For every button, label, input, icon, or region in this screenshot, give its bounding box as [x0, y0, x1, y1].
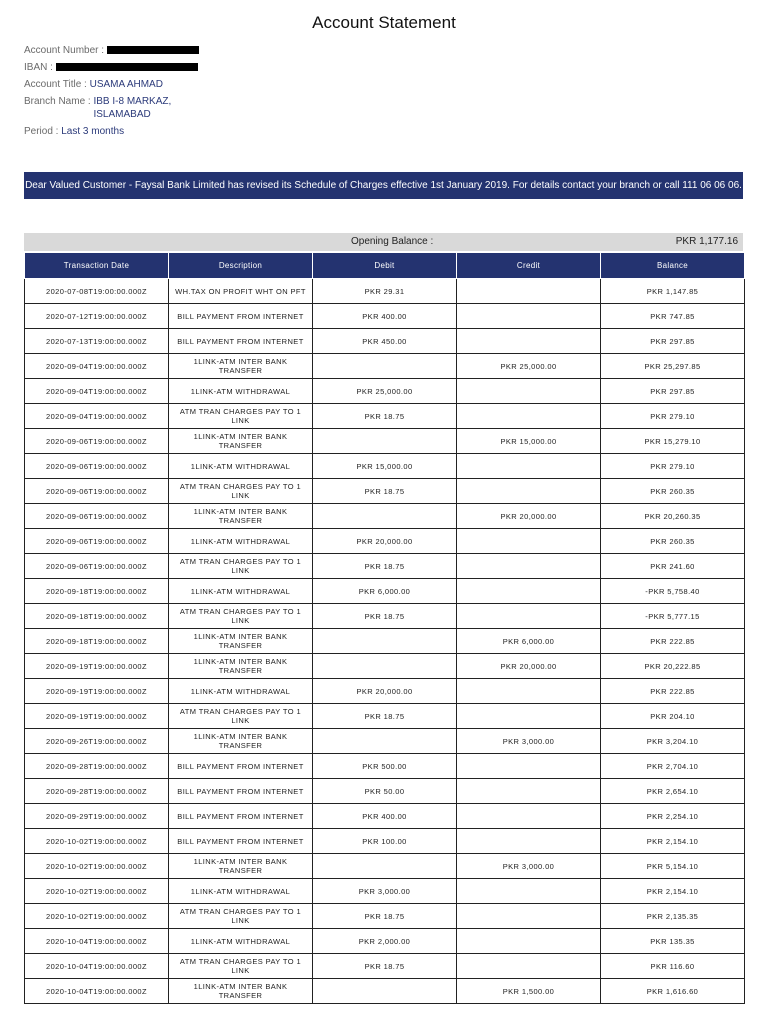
cell-transaction-date: 2020-09-26T19:00:00.000Z [25, 729, 169, 754]
cell-debit: PKR 6,000.00 [313, 579, 457, 604]
cell-description: ATM TRAN CHARGES PAY TO 1 LINK [169, 604, 313, 629]
cell-balance: PKR 2,154.10 [601, 879, 745, 904]
cell-debit [313, 504, 457, 529]
cell-debit: PKR 450.00 [313, 329, 457, 354]
cell-transaction-date: 2020-09-19T19:00:00.000Z [25, 654, 169, 679]
cell-credit [457, 704, 601, 729]
table-row [25, 729, 745, 754]
period-value: Last 3 months [61, 126, 125, 137]
opening-balance-value: PKR 1,177.16 [675, 236, 738, 247]
table-row [25, 754, 745, 779]
cell-credit: PKR 3,000.00 [457, 729, 601, 754]
cell-description: BILL PAYMENT FROM INTERNET [169, 779, 313, 804]
cell-credit: PKR 25,000.00 [457, 354, 601, 379]
iban-label: IBAN : [24, 62, 53, 73]
cell-debit: PKR 400.00 [313, 304, 457, 329]
cell-balance: PKR 116.60 [601, 954, 745, 979]
period-row [24, 125, 213, 138]
table-row [25, 304, 745, 329]
cell-debit: PKR 18.75 [313, 479, 457, 504]
table-row [25, 479, 745, 504]
cell-transaction-date: 2020-09-06T19:00:00.000Z [25, 504, 169, 529]
table-row [25, 529, 745, 554]
cell-credit [457, 804, 601, 829]
cell-credit [457, 279, 601, 304]
account-title-value: USAMA AHMAD [89, 79, 163, 90]
branch-row [24, 95, 213, 121]
cell-description: 1LINK-ATM INTER BANK TRANSFER [169, 504, 313, 529]
cell-debit [313, 429, 457, 454]
table-row [25, 829, 745, 854]
cell-credit: PKR 20,000.00 [457, 504, 601, 529]
cell-description: 1LINK-ATM INTER BANK TRANSFER [169, 979, 313, 1004]
table-header-row [25, 253, 745, 279]
cell-balance: PKR 20,260.35 [601, 504, 745, 529]
cell-debit [313, 854, 457, 879]
table-row [25, 504, 745, 529]
header-description: Description [169, 253, 313, 279]
cell-debit: PKR 15,000.00 [313, 454, 457, 479]
cell-description: 1LINK-ATM INTER BANK TRANSFER [169, 629, 313, 654]
transactions-table [24, 252, 745, 1004]
cell-debit [313, 629, 457, 654]
cell-balance: PKR 3,204.10 [601, 729, 745, 754]
cell-transaction-date: 2020-07-12T19:00:00.000Z [25, 304, 169, 329]
cell-transaction-date: 2020-10-04T19:00:00.000Z [25, 954, 169, 979]
cell-credit [457, 954, 601, 979]
cell-debit: PKR 20,000.00 [313, 529, 457, 554]
cell-transaction-date: 2020-09-28T19:00:00.000Z [25, 754, 169, 779]
cell-balance: PKR 5,154.10 [601, 854, 745, 879]
cell-description: ATM TRAN CHARGES PAY TO 1 LINK [169, 954, 313, 979]
cell-transaction-date: 2020-09-18T19:00:00.000Z [25, 579, 169, 604]
account-info [24, 44, 213, 142]
account-number-label: Account Number : [24, 45, 105, 56]
table-row [25, 954, 745, 979]
cell-balance: PKR 297.85 [601, 379, 745, 404]
cell-transaction-date: 2020-10-04T19:00:00.000Z [25, 929, 169, 954]
cell-debit: PKR 20,000.00 [313, 679, 457, 704]
table-row [25, 579, 745, 604]
branch-label: Branch Name : [24, 96, 91, 107]
cell-credit: PKR 3,000.00 [457, 854, 601, 879]
header-credit: Credit [457, 253, 601, 279]
cell-credit [457, 679, 601, 704]
cell-credit [457, 479, 601, 504]
cell-balance: PKR 25,297.85 [601, 354, 745, 379]
cell-transaction-date: 2020-09-19T19:00:00.000Z [25, 679, 169, 704]
cell-description: 1LINK-ATM INTER BANK TRANSFER [169, 429, 313, 454]
header-balance: Balance [601, 253, 745, 279]
cell-balance: PKR 297.85 [601, 329, 745, 354]
cell-credit [457, 554, 601, 579]
table-row [25, 779, 745, 804]
account-number-row [24, 44, 213, 57]
cell-description: 1LINK-ATM WITHDRAWAL [169, 679, 313, 704]
opening-balance-bar [24, 233, 743, 251]
cell-balance: PKR 135.35 [601, 929, 745, 954]
cell-description: BILL PAYMENT FROM INTERNET [169, 754, 313, 779]
cell-transaction-date: 2020-10-04T19:00:00.000Z [25, 979, 169, 1004]
cell-description: ATM TRAN CHARGES PAY TO 1 LINK [169, 704, 313, 729]
header-debit: Debit [313, 253, 457, 279]
cell-transaction-date: 2020-10-02T19:00:00.000Z [25, 879, 169, 904]
cell-balance: PKR 747.85 [601, 304, 745, 329]
cell-description: WH.TAX ON PROFIT WHT ON PFT [169, 279, 313, 304]
cell-description: 1LINK-ATM INTER BANK TRANSFER [169, 729, 313, 754]
cell-balance: PKR 2,135.35 [601, 904, 745, 929]
cell-debit [313, 654, 457, 679]
account-title-label: Account Title : [24, 79, 87, 90]
cell-debit: PKR 25,000.00 [313, 379, 457, 404]
cell-transaction-date: 2020-09-04T19:00:00.000Z [25, 379, 169, 404]
table-row [25, 554, 745, 579]
cell-balance: PKR 2,154.10 [601, 829, 745, 854]
cell-balance: PKR 260.35 [601, 479, 745, 504]
cell-debit [313, 354, 457, 379]
cell-credit [457, 779, 601, 804]
iban-redaction [56, 63, 198, 71]
table-row [25, 604, 745, 629]
iban-row [24, 61, 213, 74]
cell-transaction-date: 2020-09-06T19:00:00.000Z [25, 529, 169, 554]
cell-credit [457, 579, 601, 604]
cell-credit [457, 604, 601, 629]
cell-debit: PKR 500.00 [313, 754, 457, 779]
cell-description: 1LINK-ATM WITHDRAWAL [169, 379, 313, 404]
cell-transaction-date: 2020-09-28T19:00:00.000Z [25, 779, 169, 804]
cell-debit: PKR 100.00 [313, 829, 457, 854]
cell-balance: PKR 260.35 [601, 529, 745, 554]
cell-credit [457, 304, 601, 329]
cell-debit [313, 979, 457, 1004]
table-row [25, 354, 745, 379]
cell-balance: PKR 279.10 [601, 454, 745, 479]
cell-balance: PKR 222.85 [601, 629, 745, 654]
table-row [25, 279, 745, 304]
table-row [25, 629, 745, 654]
cell-balance: -PKR 5,777.15 [601, 604, 745, 629]
table-row [25, 654, 745, 679]
cell-credit [457, 404, 601, 429]
cell-balance: PKR 20,222.85 [601, 654, 745, 679]
cell-description: 1LINK-ATM WITHDRAWAL [169, 529, 313, 554]
cell-transaction-date: 2020-09-06T19:00:00.000Z [25, 429, 169, 454]
cell-balance: PKR 1,616.60 [601, 979, 745, 1004]
cell-description: 1LINK-ATM WITHDRAWAL [169, 929, 313, 954]
transactions-body [25, 279, 745, 1004]
cell-debit: PKR 3,000.00 [313, 879, 457, 904]
cell-description: 1LINK-ATM WITHDRAWAL [169, 579, 313, 604]
cell-debit: PKR 18.75 [313, 404, 457, 429]
cell-description: 1LINK-ATM INTER BANK TRANSFER [169, 354, 313, 379]
table-row [25, 329, 745, 354]
cell-description: BILL PAYMENT FROM INTERNET [169, 329, 313, 354]
cell-transaction-date: 2020-10-02T19:00:00.000Z [25, 904, 169, 929]
cell-debit: PKR 2,000.00 [313, 929, 457, 954]
cell-description: 1LINK-ATM WITHDRAWAL [169, 454, 313, 479]
branch-value: IBB I-8 MARKAZ, ISLAMABAD [93, 96, 172, 120]
cell-debit: PKR 18.75 [313, 604, 457, 629]
cell-description: 1LINK-ATM INTER BANK TRANSFER [169, 854, 313, 879]
cell-balance: PKR 241.60 [601, 554, 745, 579]
cell-debit: PKR 18.75 [313, 704, 457, 729]
cell-transaction-date: 2020-09-04T19:00:00.000Z [25, 354, 169, 379]
cell-debit: PKR 18.75 [313, 904, 457, 929]
cell-transaction-date: 2020-07-13T19:00:00.000Z [25, 329, 169, 354]
table-row [25, 404, 745, 429]
table-row [25, 804, 745, 829]
cell-debit [313, 729, 457, 754]
header-transaction-date: Transaction Date [25, 253, 169, 279]
cell-balance: PKR 279.10 [601, 404, 745, 429]
cell-balance: PKR 2,654.10 [601, 779, 745, 804]
cell-balance: PKR 222.85 [601, 679, 745, 704]
cell-description: ATM TRAN CHARGES PAY TO 1 LINK [169, 554, 313, 579]
cell-description: BILL PAYMENT FROM INTERNET [169, 829, 313, 854]
cell-transaction-date: 2020-09-06T19:00:00.000Z [25, 479, 169, 504]
page-title: Account Statement [312, 13, 456, 32]
cell-credit [457, 904, 601, 929]
cell-transaction-date: 2020-09-29T19:00:00.000Z [25, 804, 169, 829]
cell-description: ATM TRAN CHARGES PAY TO 1 LINK [169, 904, 313, 929]
table-row [25, 929, 745, 954]
cell-balance: PKR 1,147.85 [601, 279, 745, 304]
cell-credit: PKR 20,000.00 [457, 654, 601, 679]
cell-description: ATM TRAN CHARGES PAY TO 1 LINK [169, 479, 313, 504]
table-row [25, 454, 745, 479]
cell-balance: PKR 15,279.10 [601, 429, 745, 454]
table-row [25, 704, 745, 729]
table-row [25, 904, 745, 929]
cell-transaction-date: 2020-09-06T19:00:00.000Z [25, 554, 169, 579]
cell-debit: PKR 18.75 [313, 954, 457, 979]
cell-balance: PKR 2,704.10 [601, 754, 745, 779]
account-number-redaction [107, 46, 199, 54]
cell-transaction-date: 2020-09-06T19:00:00.000Z [25, 454, 169, 479]
cell-debit: PKR 18.75 [313, 554, 457, 579]
cell-credit: PKR 1,500.00 [457, 979, 601, 1004]
cell-credit [457, 529, 601, 554]
cell-description: 1LINK-ATM INTER BANK TRANSFER [169, 654, 313, 679]
cell-transaction-date: 2020-09-18T19:00:00.000Z [25, 604, 169, 629]
cell-transaction-date: 2020-09-18T19:00:00.000Z [25, 629, 169, 654]
cell-description: 1LINK-ATM WITHDRAWAL [169, 879, 313, 904]
cell-credit [457, 454, 601, 479]
table-row [25, 854, 745, 879]
cell-credit [457, 754, 601, 779]
account-title-row [24, 78, 213, 91]
table-row [25, 429, 745, 454]
cell-transaction-date: 2020-09-04T19:00:00.000Z [25, 404, 169, 429]
period-label: Period : [24, 126, 59, 137]
cell-description: ATM TRAN CHARGES PAY TO 1 LINK [169, 404, 313, 429]
cell-balance: -PKR 5,758.40 [601, 579, 745, 604]
cell-credit: PKR 6,000.00 [457, 629, 601, 654]
cell-transaction-date: 2020-07-08T19:00:00.000Z [25, 279, 169, 304]
cell-description: BILL PAYMENT FROM INTERNET [169, 304, 313, 329]
cell-balance: PKR 204.10 [601, 704, 745, 729]
notice-banner: Dear Valued Customer - Faysal Bank Limited has revised its Schedule of Charges effective 1st January 2019. For details contact your branch or call 111 06 06 06. [24, 172, 743, 199]
cell-credit: PKR 15,000.00 [457, 429, 601, 454]
cell-debit: PKR 400.00 [313, 804, 457, 829]
cell-transaction-date: 2020-10-02T19:00:00.000Z [25, 829, 169, 854]
table-row [25, 879, 745, 904]
cell-credit [457, 879, 601, 904]
cell-credit [457, 929, 601, 954]
cell-debit: PKR 50.00 [313, 779, 457, 804]
cell-credit [457, 379, 601, 404]
cell-transaction-date: 2020-09-19T19:00:00.000Z [25, 704, 169, 729]
table-row [25, 379, 745, 404]
table-row [25, 979, 745, 1004]
cell-debit: PKR 29.31 [313, 279, 457, 304]
cell-balance: PKR 2,254.10 [601, 804, 745, 829]
cell-transaction-date: 2020-10-02T19:00:00.000Z [25, 854, 169, 879]
table-row [25, 679, 745, 704]
cell-description: BILL PAYMENT FROM INTERNET [169, 804, 313, 829]
cell-credit [457, 329, 601, 354]
cell-credit [457, 829, 601, 854]
opening-balance-label: Opening Balance : [351, 236, 434, 247]
